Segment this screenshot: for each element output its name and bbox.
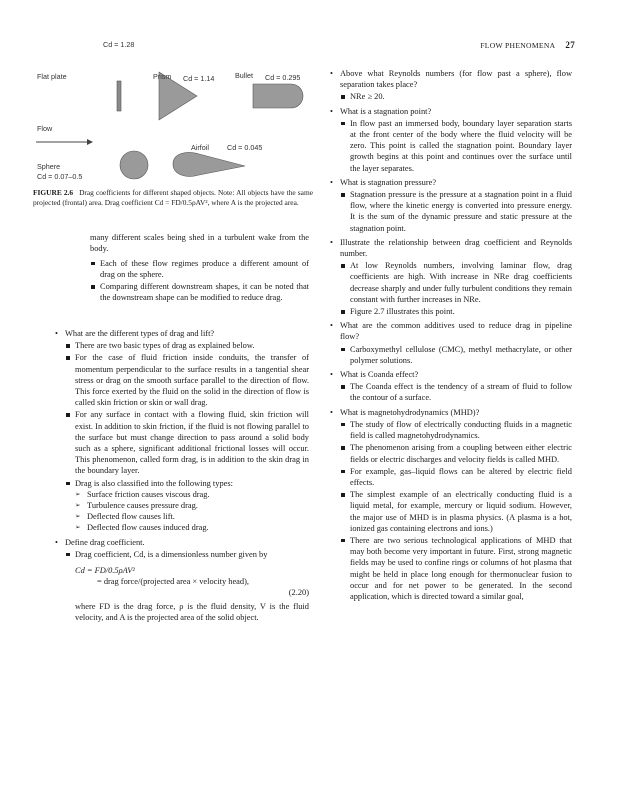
flat-plate-label: Flat plate: [37, 72, 67, 81]
bullet-label: Bullet: [235, 71, 253, 80]
question-text: What are the common additives used to reduce drag in pipeline flow?: [340, 321, 572, 342]
list-item: Carboxymethyl cellulose (CMC), methyl methacrylate, or other polymer solutions.: [340, 344, 572, 366]
sphere-shape: [120, 151, 148, 179]
list-item: NRe ≥ 20.: [340, 91, 572, 102]
question-text: Above what Reynolds numbers (for flow past a sphere), flow separation takes place?: [340, 69, 572, 90]
drag-types-answers: [65, 340, 309, 533]
question-drag-reynolds: [330, 237, 572, 317]
flow-arrowhead: [87, 139, 93, 145]
drag-coefficient-answers: [65, 549, 309, 623]
left-column: [90, 232, 309, 305]
question-text: What is stagnation pressure?: [340, 177, 437, 187]
airfoil-shape: [173, 152, 245, 176]
list-item: There are two serious technological applications of MHD that may both become very important in future. First, strong magnetic fields may be used to confine rings or columns of hot plasma that might be held in place long enough for thermonuclear fusion to occur and for net power to be generated. In the second application, which is directed toward a similar goal,: [340, 535, 572, 602]
bullet-shape: [253, 84, 303, 108]
figure-caption-note: Note: All objects have the same projected (frontal) area. Drag coefficient Cd = FD/0.5ρAV², where A is the projected area.: [33, 188, 313, 207]
answer-list: [340, 381, 572, 403]
airfoil-label: Airfoil: [191, 143, 209, 152]
answer-list: [340, 118, 572, 174]
continued-paragraph: many different scales being shed in a turbulent wake from the body.: [90, 233, 309, 254]
question-stagnation-pressure: [330, 177, 572, 234]
equation-number: (2.20): [288, 588, 309, 598]
prism-cd: Cd = 1.14: [183, 74, 215, 83]
list-item: The simplest example of an electrically conducting fluid is a liquid metal, for example, mercury or liquid sodium. However, the major use of MHD is in plasma physics. (A plasma is a hot, ionized gas containing electrons and ions.): [340, 489, 572, 534]
list-item: ➢ Deflected flow causes induced drag.: [75, 522, 309, 533]
equation-line-1: Cd = FD/0.5ρAV²: [75, 566, 135, 576]
bullet-cd: Cd = 0.295: [265, 73, 301, 82]
flat-plate-cd: Cd = 1.28: [103, 40, 135, 49]
drag-classification-intro: Drag is also classified into the following types:: [75, 478, 233, 488]
list-item: [65, 478, 309, 534]
list-item: For the case of fluid friction inside conduits, the transfer of momentum perpendicular to the surface results in a tangential shear stress or drag on the smooth surface parallel to the direction of flow. This force exerted by the fluid on the solid in the direction of flow is called skin friction or skin or wall drag.: [65, 352, 309, 408]
question-text: Define drag coefficient.: [65, 537, 145, 547]
running-header: [480, 40, 575, 50]
prism-label: Prism: [153, 72, 172, 81]
drag-classification-list: [75, 489, 309, 534]
figure-caption-label: FIGURE 2.6: [33, 188, 74, 197]
right-question-list: [330, 68, 572, 602]
flat-plate-shape: [117, 81, 121, 111]
airfoil-cd: Cd = 0.045: [227, 143, 263, 152]
question-additives: [330, 320, 572, 366]
drag-figure: [33, 36, 323, 186]
drag-coefficient-definition: Drag coefficient, Cd, is a dimensionless number given by: [75, 549, 268, 559]
drag-shapes-drawing: [33, 36, 323, 186]
answer-list: [340, 260, 572, 317]
list-item: [65, 549, 309, 623]
flow-label: Flow: [37, 124, 53, 133]
equation-line-2: = drag force/(projected area × velocity head),: [97, 577, 249, 587]
question-text: What is Coanda effect?: [340, 370, 419, 380]
question-coanda: [330, 369, 572, 404]
figure-caption: [33, 188, 313, 208]
list-item: There are two basic types of drag as explained below.: [65, 340, 309, 351]
list-item: Figure 2.7 illustrates this point.: [340, 306, 572, 317]
question-text: What is magnetohydrodynamics (MHD)?: [340, 407, 480, 417]
sphere-sub-list: [90, 258, 309, 304]
list-item: ➢ Surface friction causes viscous drag.: [75, 489, 309, 500]
answer-list: [340, 419, 572, 602]
list-item: In flow past an immersed body, boundary layer separation starts at the front center of the body where the fluid velocity will be zero. This point is called the stagnation point. Boundary layer growth begins at this point and continues over the surface until the layer separates.: [340, 118, 572, 174]
sphere-cd: Cd = 0.07–0.5: [37, 172, 83, 181]
question-drag-types: [55, 328, 309, 534]
equation-2-20: [75, 565, 309, 599]
list-item: Comparing different downstream shapes, it can be noted that the downstream shape can be modified to reduce drag.: [90, 281, 309, 304]
question-text: Illustrate the relationship between drag coefficient and Reynolds number.: [340, 237, 572, 259]
list-item: For example, gas–liquid flows can be altered by electric field effects.: [340, 466, 572, 488]
question-separation: [330, 68, 572, 103]
answer-list: [340, 189, 572, 234]
question-stagnation-point: [330, 106, 572, 174]
left-column-main: [55, 328, 309, 626]
page-number: 27: [565, 40, 575, 50]
figure-caption-title: Drag coefficients for different shaped objects.: [79, 188, 216, 197]
answer-list: [340, 91, 572, 102]
list-item: The Coanda effect is the tendency of a stream of fluid to follow the contour of a surface.: [340, 381, 572, 403]
sphere-label: Sphere: [37, 162, 61, 171]
list-item: The study of flow of electrically conducting fluids in a magnetic field is called magnetohydrodynamics.: [340, 419, 572, 441]
list-item: At low Reynolds numbers, involving laminar flow, drag coefficients are high. With increase in NRe drag coefficients decrease sharply and under fully turbulent conditions they remain constant with further increases in NRe.: [340, 260, 572, 305]
question-drag-coefficient: [55, 537, 309, 623]
equation-explanation: where FD is the drag force, ρ is the fluid density, V is the fluid velocity, and A is the projected area of the solid object.: [75, 601, 309, 622]
answer-list: [340, 344, 572, 366]
list-item: Stagnation pressure is the pressure at a stagnation point in a fluid flow, where the kinetic energy is converted into pressure energy. It is the sum of the dynamic pressure and static pressure at the stagnation point.: [340, 189, 572, 234]
question-mhd: [330, 407, 572, 602]
question-text: What is a stagnation point?: [340, 106, 432, 116]
running-title: FLOW PHENOMENA: [480, 41, 556, 50]
list-item: Each of these flow regimes produce a different amount of drag on the sphere.: [90, 258, 309, 281]
list-item: ➢ Deflected flow causes lift.: [75, 511, 309, 522]
question-text: What are the different types of drag and lift?: [65, 329, 215, 338]
left-question-list: [55, 328, 309, 623]
list-item: The phenomenon arising from a coupling between either electric fields or electric discharges and velocity fields is called MHD.: [340, 442, 572, 464]
list-item: ➢ Turbulence causes pressure drag.: [75, 500, 309, 511]
list-item: For any surface in contact with a flowing fluid, skin friction will exist. In addition to skin friction, if the fluid is not flowing parallel to the surface but must change direction to pass around a solid body such as a sphere, significant additional frictional losses will occur. This phenomenon, called form drag, is in addition to the skin drag in the boundary layer.: [65, 409, 309, 476]
right-column: [330, 68, 572, 605]
